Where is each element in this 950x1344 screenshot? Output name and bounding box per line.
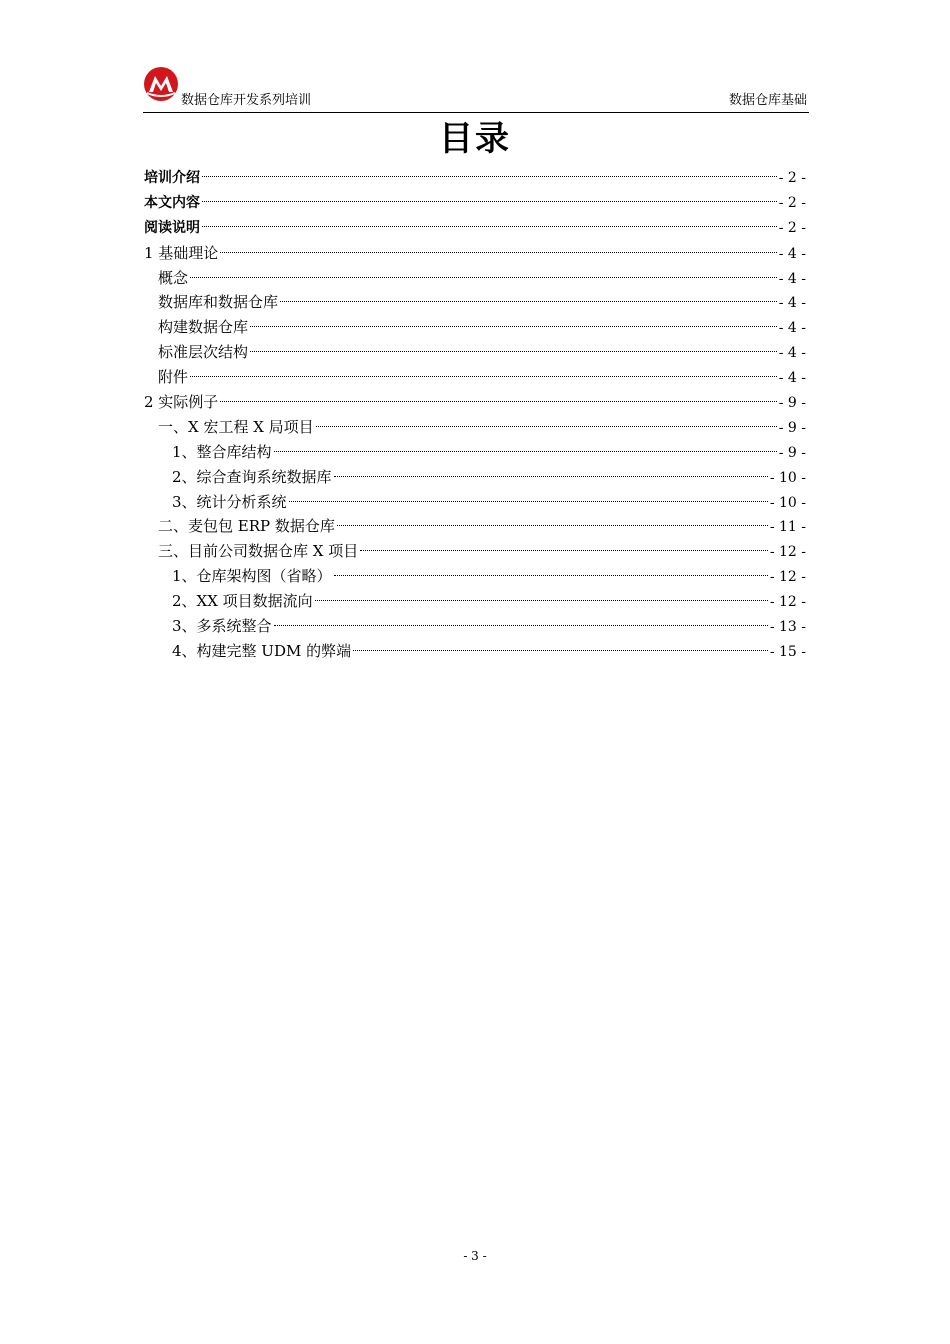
toc-entry-label: 1 基础理论 — [144, 243, 219, 262]
toc-entry-label: 本文内容 — [144, 194, 200, 211]
header-chapter-title: 数据仓库基础 — [728, 93, 807, 108]
toc-entry[interactable] — [144, 465, 806, 490]
page-header — [143, 66, 809, 113]
toc-dot-leader — [334, 575, 768, 576]
toc-entry-page: - 2 - — [778, 170, 806, 186]
toc-entry-page: - 9 - — [778, 444, 806, 461]
toc-entry[interactable] — [144, 390, 806, 415]
toc-entry[interactable] — [144, 490, 806, 515]
toc-entry[interactable] — [144, 266, 806, 291]
toc-entry-label: 标准层次结构 — [158, 343, 249, 362]
toc-entry-page: - 2 - — [778, 194, 806, 211]
toc-entry-label: 1、整合库结构 — [172, 442, 272, 461]
toc-entry[interactable] — [144, 639, 806, 664]
toc-entry-page: - 12 - — [769, 569, 806, 586]
toc-entry-label: 构建数据仓库 — [158, 318, 249, 337]
toc-entry-page: - 10 - — [769, 494, 806, 511]
toc-dot-leader — [250, 326, 777, 327]
toc-entry-label: 数据库和数据仓库 — [158, 293, 279, 312]
toc-entry[interactable] — [144, 166, 806, 191]
toc-entry-label: 培训介绍 — [144, 170, 200, 186]
page-number: - 3 - — [463, 1249, 487, 1263]
toc-dot-leader — [316, 426, 777, 427]
toc-dot-leader — [315, 600, 768, 601]
toc-entry-label: 阅读说明 — [144, 219, 200, 236]
toc-dot-leader — [337, 525, 768, 526]
toc-dot-leader — [190, 376, 777, 377]
toc-dot-leader — [220, 252, 776, 253]
toc-entry-page: - 12 - — [769, 594, 806, 611]
toc-entry[interactable] — [144, 315, 806, 340]
toc-entry[interactable] — [144, 589, 806, 614]
toc-entry[interactable] — [144, 216, 806, 241]
toc-entry[interactable] — [144, 365, 806, 390]
toc-dot-leader — [250, 351, 777, 352]
toc-dot-leader — [202, 226, 777, 227]
toc-dot-leader — [280, 301, 777, 302]
toc-entry-page: - 4 - — [778, 270, 806, 287]
toc-entry-label: 一、X 宏工程 X 局项目 — [158, 417, 314, 436]
toc-entry-page: - 13 - — [769, 619, 806, 636]
toc-entry-page: - 15 - — [769, 643, 806, 660]
toc-entry-label: 3、统计分析系统 — [172, 492, 287, 511]
toc-entry[interactable] — [144, 241, 806, 266]
toc-entry-page: - 9 - — [778, 419, 806, 436]
toc-entry-label: 2、综合查询系统数据库 — [172, 467, 332, 486]
table-of-contents — [144, 166, 806, 664]
toc-dot-leader — [360, 550, 768, 551]
page-title: 目录 — [439, 119, 511, 159]
toc-entry[interactable] — [144, 564, 806, 589]
toc-entry[interactable] — [144, 191, 806, 216]
toc-entry-label: 4、构建完整 UDM 的弊端 — [172, 641, 352, 660]
toc-entry-label: 三、目前公司数据仓库 X 项目 — [158, 542, 359, 561]
toc-entry[interactable] — [144, 514, 806, 539]
toc-dot-leader — [220, 401, 776, 402]
toc-entry-page: - 4 - — [778, 245, 806, 262]
toc-entry[interactable] — [144, 290, 806, 315]
toc-entry-label: 3、多系统整合 — [172, 617, 272, 636]
toc-entry-label: 二、麦包包 ERP 数据仓库 — [158, 517, 335, 536]
toc-entry[interactable] — [144, 539, 806, 564]
toc-dot-leader — [274, 451, 777, 452]
toc-entry-label: 2、XX 项目数据流向 — [172, 592, 313, 611]
toc-entry-page: - 10 - — [769, 469, 806, 486]
toc-entry[interactable] — [144, 614, 806, 639]
toc-dot-leader — [190, 277, 777, 278]
header-series-title: 数据仓库开发系列培训 — [181, 93, 312, 108]
toc-entry-page: - 4 - — [778, 345, 806, 362]
toc-entry-label: 2 实际例子 — [144, 393, 219, 412]
toc-entry-label: 概念 — [158, 268, 189, 287]
toc-entry[interactable] — [144, 440, 806, 465]
toc-entry-page: - 9 - — [778, 395, 806, 412]
toc-entry-page: - 11 - — [769, 519, 806, 536]
toc-entry-page: - 4 - — [778, 320, 806, 337]
toc-dot-leader — [202, 201, 777, 202]
toc-entry-label: 1、仓库架构图（省略） — [172, 567, 332, 586]
toc-dot-leader — [289, 501, 768, 502]
toc-dot-leader — [334, 476, 768, 477]
toc-entry[interactable] — [144, 415, 806, 440]
toc-entry-page: - 2 - — [778, 219, 806, 236]
toc-entry-label: 附件 — [158, 368, 189, 387]
china-merchants-logo-icon — [143, 66, 179, 102]
toc-entry[interactable] — [144, 340, 806, 365]
toc-dot-leader — [274, 625, 768, 626]
toc-entry-page: - 4 - — [778, 295, 806, 312]
toc-entry-page: - 12 - — [769, 544, 806, 561]
toc-dot-leader — [202, 176, 777, 177]
toc-dot-leader — [353, 650, 768, 651]
toc-entry-page: - 4 - — [778, 370, 806, 387]
